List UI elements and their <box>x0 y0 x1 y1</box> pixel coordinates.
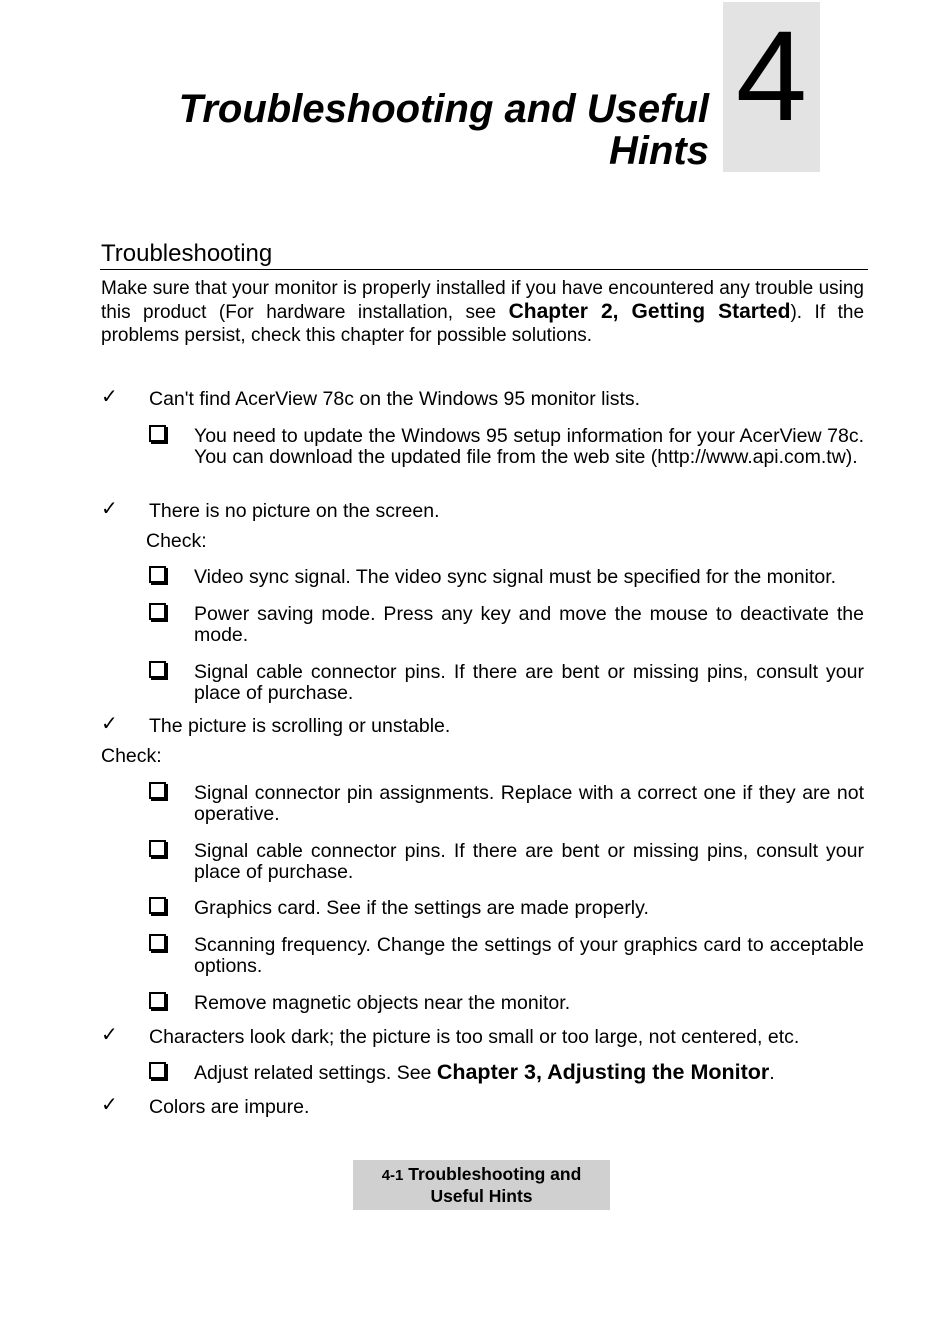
check-mark-icon: ✓ <box>101 1024 118 1046</box>
tip-item: You need to update the Windows 95 setup information for your AcerView 78c. You can download the updated file from the web site (http://www.api.com.tw). <box>194 425 864 468</box>
chapter-title-line-1: Troubleshooting and Useful <box>178 87 709 131</box>
problem-title: Can't find AcerView 78c on the Windows 95 monitor lists. <box>149 388 641 410</box>
check-mark-icon: ✓ <box>101 386 118 408</box>
problem-title: There is no picture on the screen. <box>149 500 440 522</box>
tip-item: Remove magnetic objects near the monitor. <box>194 992 571 1014</box>
tip-text-after: . <box>769 1062 775 1084</box>
checkbox-icon <box>149 992 166 1009</box>
checkbox-icon <box>149 840 166 857</box>
page-footer <box>353 1160 610 1210</box>
tip-item: Signal connector pin assignments. Replace with a correct one if they are not operative. <box>194 782 864 825</box>
checkbox-icon <box>149 603 166 620</box>
problem-title: The picture is scrolling or unstable. <box>149 715 451 737</box>
check-label: Check: <box>146 530 207 552</box>
tip-item: Scanning frequency. Change the settings of your graphics card to acceptable options. <box>194 934 864 977</box>
checkbox-icon <box>149 566 166 583</box>
checkbox-icon <box>149 934 166 951</box>
intro-text-before: Make sure that your monitor is properly installed if you have encountered any trouble using this product (For hardware installation, see <box>101 278 864 323</box>
tip-item: Signal cable connector pins. If there are bent or missing pins, consult your place of purchase. <box>194 661 864 704</box>
checkbox-icon <box>149 425 166 442</box>
chapter-number: 4 <box>735 5 808 148</box>
footer-line-1 <box>353 1164 610 1186</box>
check-mark-icon: ✓ <box>101 1094 118 1116</box>
tip-item: Power saving mode. Press any key and move the mouse to deactivate the mode. <box>194 603 864 646</box>
section-divider <box>100 269 868 270</box>
intro-text-after: ). If the problems persist, check this chapter for possible solutions. <box>101 302 865 346</box>
intro-paragraph <box>101 277 864 347</box>
check-label: Check: <box>101 745 162 767</box>
checkbox-icon <box>149 1062 166 1079</box>
problem-title: Characters look dark; the picture is too small or too large, not centered, etc. <box>149 1026 800 1048</box>
section-heading: Troubleshooting <box>101 240 273 267</box>
tip-item <box>194 1062 775 1084</box>
tip-item: Video sync signal. The video sync signal must be specified for the monitor. <box>194 566 837 588</box>
tip-reference: Chapter 3, Adjusting the Monitor <box>436 1060 770 1084</box>
tip-item: Signal cable connector pins. If there are bent or missing pins, consult your place of purchase. <box>194 840 864 883</box>
checkbox-icon <box>149 661 166 678</box>
tip-text-before: Adjust related settings. See <box>194 1062 437 1084</box>
chapter-number-box <box>723 2 820 172</box>
footer-title-2: Useful Hints <box>430 1186 533 1206</box>
chapter-title <box>179 88 709 172</box>
check-mark-icon: ✓ <box>101 498 118 520</box>
tip-item: Graphics card. See if the settings are made properly. <box>194 897 649 919</box>
chapter-title-line-2: Hints <box>609 129 709 173</box>
footer-title-1: Troubleshooting and <box>408 1164 582 1184</box>
page-number: 4-1 <box>381 1167 404 1184</box>
problem-title: Colors are impure. <box>149 1096 310 1118</box>
checkbox-icon <box>149 897 166 914</box>
check-mark-icon: ✓ <box>101 713 118 735</box>
intro-reference: Chapter 2, Getting Started <box>508 300 791 323</box>
checkbox-icon <box>149 782 166 799</box>
